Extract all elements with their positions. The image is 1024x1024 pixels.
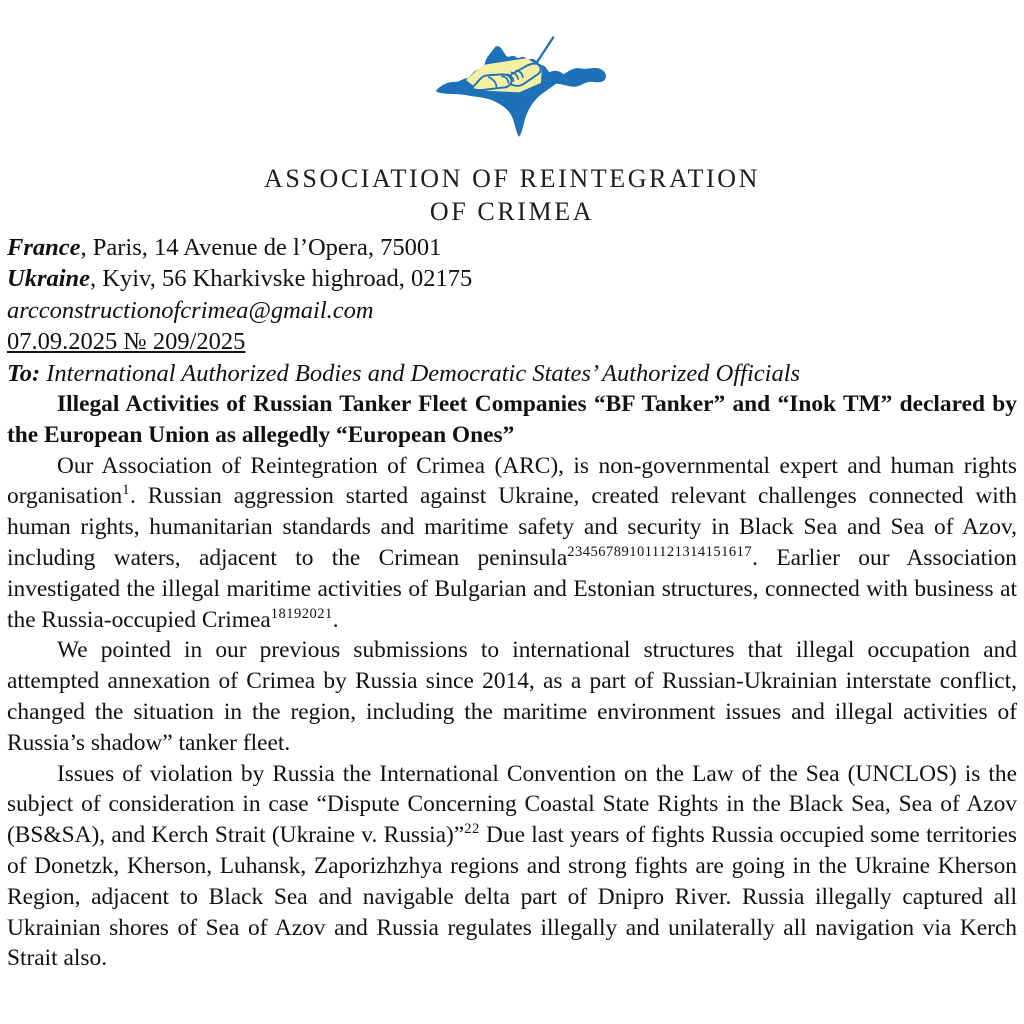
subject-heading: Illegal Activities of Russian Tanker Fleet Companies “BF Tanker” and “Inok TM” declared by the European Union as allegedly “European Ones”: [7, 391, 1017, 448]
paragraph-1: [7, 451, 1017, 636]
address-france-rest: , Paris, 14 Avenue de l’Opera, 75001: [80, 234, 442, 261]
address-ukraine-rest: , Kyiv, 56 Kharkivske highroad, 02175: [90, 265, 473, 293]
paragraph-1-text-4: .: [332, 606, 339, 633]
crimea-map-handshake-icon: [430, 34, 612, 144]
org-title-line-2: OF CRIMEA: [429, 197, 595, 226]
paragraph-2: We pointed in our previous submissions to international structures that illegal occupation and attempted annexation of Crimea by Russia since 2014, as a part of Russian-Ukrainian interstate conflict, changed the situation in the region, including the maritime environment issues and illegal activities of Russia’s shadow” tanker fleet.: [7, 637, 1017, 756]
paragraph-3: [7, 759, 1017, 975]
paragraph-3-text-2: Due last years of fights Russia occupied some territories of Donetzk, Kherson, Luhansk, Zaporizhzhya regions and strong fights are going in the Ukraine Kherson Region, adjacent to Black Sea and navigable delta part of Dnipro River. Russia illegally captured all Ukrainian shores of Sea of Azov and Russia regulates illegally and unilaterally all navigation via Kerch Strait also.: [7, 822, 1017, 972]
footnote-ref-18-21: 18192021: [270, 605, 333, 622]
address-france: [7, 232, 1017, 263]
paragraph-1-text-1: Our Association of Reintegration of Crimea (ARC), is non-governmental expert and human rights organisation: [7, 452, 1017, 510]
org-logo: [25, 34, 1017, 146]
paragraph-1-text-2: . Russian aggression started against Ukraine, created relevant challenges connected with human rights, humanitarian standards and maritime safety and security in Black Sea and Sea of Azov, including waters, adjacent to the Crimean peninsula: [7, 483, 1017, 572]
letterhead: [7, 232, 1017, 389]
email-address: arcconstructionofcrimea@gmail.com: [7, 296, 374, 324]
footnote-ref-2-17: 234567891011121314151617: [567, 544, 753, 561]
paragraph-1-text-3: . Earlier our Association investigated the illegal maritime activities of Bulgarian and Estonian structures, connected with business at the Russia-occupied Crimea: [7, 545, 1017, 633]
to-label: To:: [7, 359, 41, 387]
org-title: [7, 162, 1017, 228]
reference-number: 07.09.2025 № 209/2025: [7, 328, 246, 356]
address-ukraine: [7, 263, 1017, 294]
org-title-line-1: ASSOCIATION OF REINTEGRATION: [263, 164, 761, 193]
recipient-line: [7, 358, 1017, 389]
address-france-country: France: [7, 234, 81, 261]
address-ukraine-country: Ukraine: [7, 265, 91, 293]
footnote-ref-1: 1: [122, 482, 130, 499]
paragraph-3-text-1: Issues of violation by Russia the International Convention on the Law of the Sea (UNCLOS) is the subject of consideration in case “Dispute Concerning Coastal State Rights in the Black Sea, Sea of Azov (BS&SA), and Kerch Strait (Ukraine v. Russia)”: [7, 760, 1017, 849]
to-value: International Authorized Bodies and Democratic States’ Authorized Officials: [46, 359, 801, 387]
footnote-ref-22: 22: [464, 821, 480, 838]
